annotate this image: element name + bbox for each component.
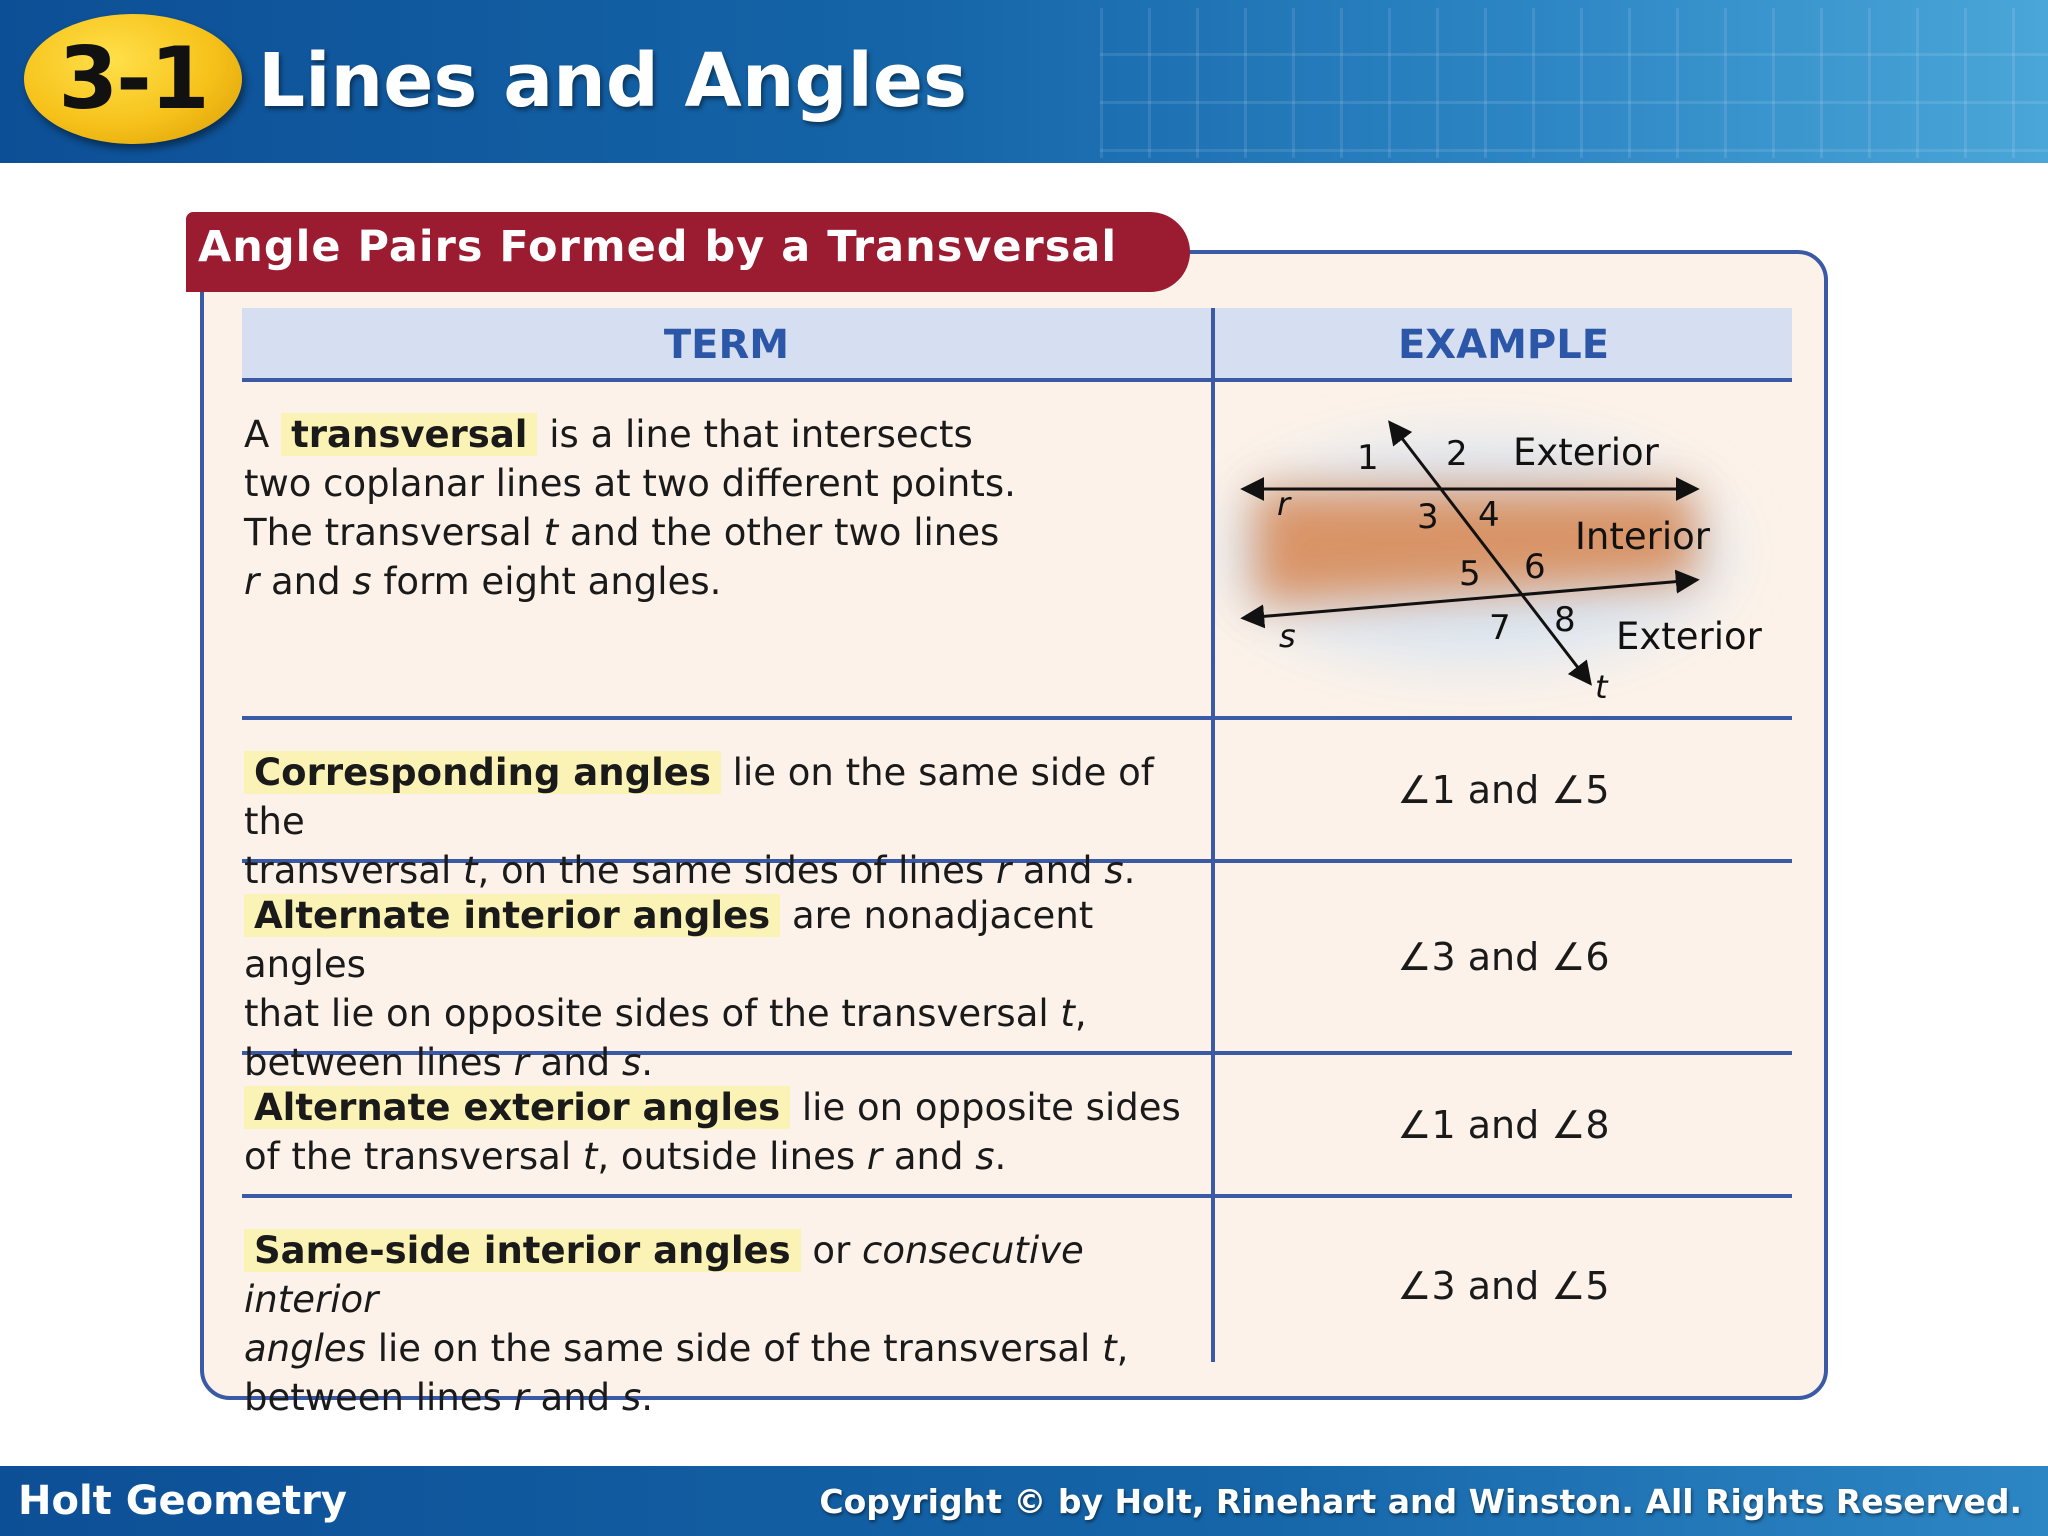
region-label-interior: Interior [1575, 515, 1710, 558]
angle-label-8: 8 [1554, 600, 1576, 640]
term-highlight: Corresponding angles [244, 751, 721, 794]
angle-label-3: 3 [1417, 497, 1439, 537]
line-label-s: s [1279, 617, 1296, 655]
term-corresponding-angles: Corresponding angles lie on the same side of the transversal t, on the same sides of lines r and s. [244, 751, 1154, 892]
term-same-side-interior-angles: Same-side interior angles or consecutive interior angles lie on the same side of the transversal t, between lines r and s. [244, 1229, 1129, 1419]
term-transversal: A transversal is a line that intersects two coplanar lines at two different points. The transversal t and the other two lines r and s form eight angles. [244, 413, 1016, 603]
section-title: Angle Pairs Formed by a Transversal [198, 222, 1118, 272]
term-highlight: Same-side interior angles [244, 1229, 801, 1272]
footer-publisher: Holt Geometry [18, 1478, 347, 1524]
angle-label-2: 2 [1446, 434, 1468, 474]
line-label-r: r [1277, 485, 1291, 523]
angle-label-7: 7 [1489, 608, 1511, 648]
page-title: Lines and Angles [258, 38, 968, 124]
line-label-t: t [1595, 668, 1608, 706]
term-highlight: transversal [281, 413, 537, 456]
transversal-diagram [1215, 382, 1792, 716]
term-alternate-interior-angles: Alternate interior angles are nonadjacent angles that lie on opposite sides of the transversal t, between lines r and s. [244, 894, 1094, 1084]
angle-label-1: 1 [1357, 438, 1379, 478]
example-alternate-exterior: ∠1 and ∠8 [1397, 1102, 1610, 1147]
angle-label-4: 4 [1478, 495, 1500, 535]
header-grid-pattern [1100, 8, 2048, 158]
region-label-exterior-bottom: Exterior [1616, 615, 1762, 658]
example-same-side-interior: ∠3 and ∠5 [1397, 1264, 1610, 1308]
angle-label-6: 6 [1524, 547, 1546, 587]
example-corresponding: ∠1 and ∠5 [1397, 767, 1610, 812]
term-alternate-exterior-angles: Alternate exterior angles lie on opposite sides of the transversal t, outside lines r and s. [244, 1086, 1181, 1178]
region-label-exterior-top: Exterior [1513, 431, 1659, 474]
angle-label-5: 5 [1459, 554, 1481, 594]
lesson-number: 3-1 [58, 29, 208, 129]
example-alternate-interior: ∠3 and ∠6 [1397, 935, 1610, 979]
footer-copyright: Copyright © by Holt, Rinehart and Winston. All Rights Reserved. [819, 1482, 2022, 1521]
term-highlight: Alternate interior angles [244, 894, 780, 937]
column-header-term: TERM [663, 322, 790, 368]
term-highlight: Alternate exterior angles [244, 1086, 790, 1129]
column-header-example: EXAMPLE [1397, 322, 1610, 368]
